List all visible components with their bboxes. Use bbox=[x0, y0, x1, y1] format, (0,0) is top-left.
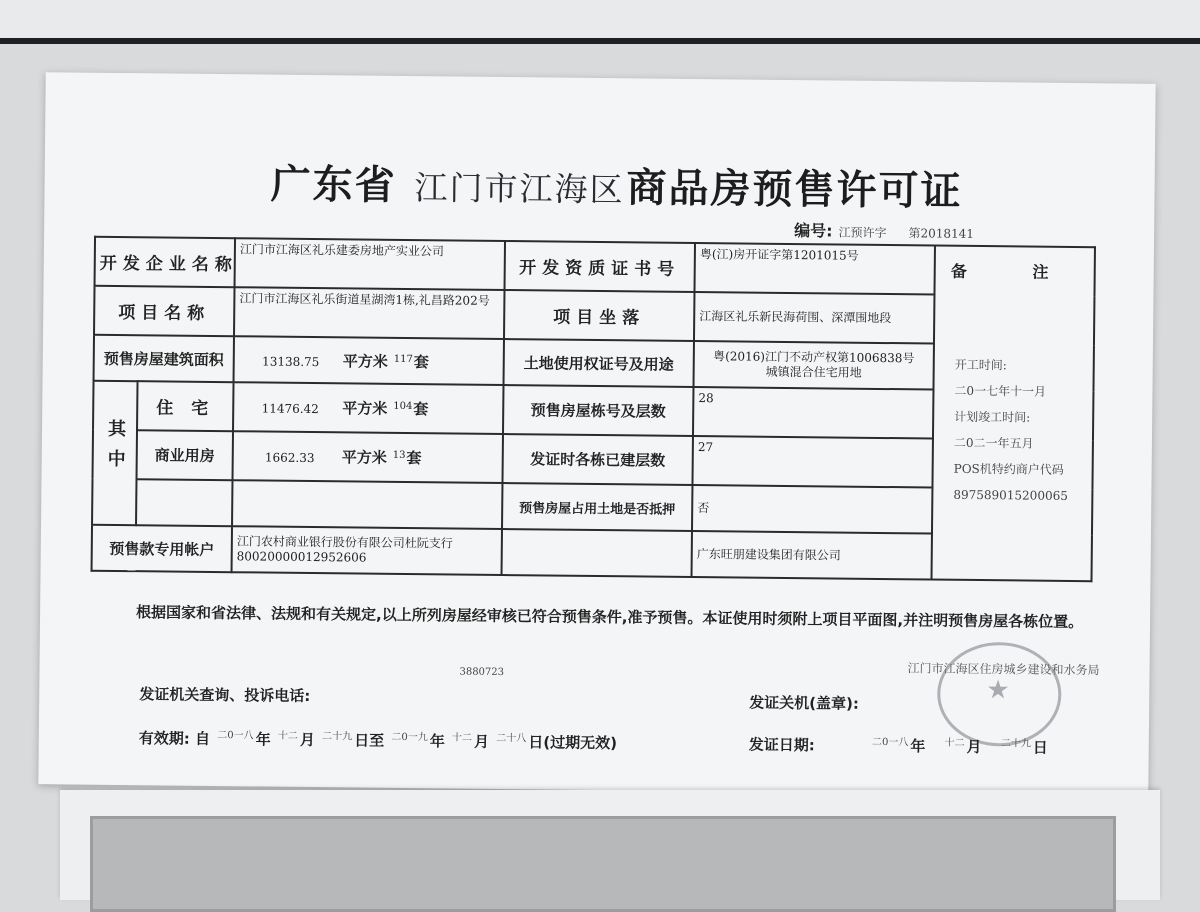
validity-to-day: 二十八 bbox=[496, 732, 527, 745]
validity-label: 有效期: bbox=[138, 729, 190, 748]
serial-value: 第2018141 bbox=[908, 226, 975, 241]
presale-permit-document bbox=[38, 72, 1155, 796]
commercial-area: 1662.33 bbox=[264, 450, 315, 466]
residential-area: 11476.42 bbox=[261, 401, 319, 417]
set-unit: 套 bbox=[413, 400, 429, 419]
phone-line bbox=[139, 666, 505, 706]
second-document-frame bbox=[90, 816, 1116, 912]
presale-area-label: 预售房屋建筑面积 bbox=[94, 335, 234, 382]
empty-cell bbox=[502, 529, 692, 577]
residential-cell bbox=[233, 382, 503, 434]
validity-line bbox=[139, 725, 617, 753]
serial-label: 编号: bbox=[794, 221, 833, 241]
land-value bbox=[693, 341, 933, 390]
area-unit: 平方米 bbox=[342, 351, 388, 371]
validity-to-year: 二0一九 bbox=[391, 731, 428, 744]
presale-area-cell bbox=[234, 336, 504, 385]
validity-from-month: 十二 bbox=[277, 730, 298, 742]
among-text: 其中 bbox=[104, 418, 127, 479]
issue-date-label: 发证日期: bbox=[748, 735, 815, 755]
contractor-value: 广东旺朋建设集团有限公司 bbox=[692, 531, 932, 580]
remarks-line: 开工时间: bbox=[954, 357, 1007, 373]
empty-cell bbox=[232, 480, 502, 529]
empty-cell bbox=[136, 479, 232, 526]
developer-value: 江门市江海区礼乐建委房地产实业公司 bbox=[235, 238, 505, 290]
land-cert-number: 粤(2016)江门不动产权第1006838号 bbox=[713, 349, 915, 366]
area-unit: 平方米 bbox=[342, 399, 388, 418]
residential-label: 住 宅 bbox=[137, 381, 234, 431]
set-unit: 套 bbox=[406, 449, 422, 468]
expire-note: (过期无效) bbox=[543, 733, 618, 753]
phone-label: 发证机关查询、投诉电话: bbox=[139, 685, 311, 706]
project-label: 项目名称 bbox=[94, 286, 235, 336]
area-unit: 平方米 bbox=[341, 448, 387, 467]
issuer-name: 江门市江海区住房城乡建设和水务局 bbox=[907, 661, 1100, 678]
permit-table bbox=[91, 236, 1096, 582]
month-char: 月 bbox=[966, 737, 982, 757]
mortgage-label: 预售房屋占用土地是否抵押 bbox=[502, 483, 692, 531]
year-char: 年 bbox=[429, 732, 445, 751]
issuer-label: 发证关机(盖章): bbox=[749, 693, 860, 713]
building-floors-label: 预售房屋栋号及层数 bbox=[503, 385, 694, 436]
qualification-label: 开发资质证书号 bbox=[505, 241, 696, 292]
remarks-line: POS机特约商户代码 bbox=[953, 461, 1064, 477]
issue-day: 二十九 bbox=[1000, 738, 1031, 750]
day-char: 日 bbox=[354, 731, 370, 750]
building-floors-value: 28 bbox=[693, 387, 934, 439]
month-char: 月 bbox=[473, 732, 490, 751]
issue-month: 十二 bbox=[944, 737, 965, 749]
remarks-lines bbox=[943, 352, 1083, 509]
account-label: 预售款专用帐户 bbox=[92, 525, 232, 572]
serial-prefix: 江预许字 bbox=[838, 225, 887, 241]
official-seal-icon bbox=[937, 642, 1062, 750]
day-char: 日 bbox=[528, 733, 544, 752]
residential-count: 104 bbox=[393, 400, 413, 413]
year-char: 年 bbox=[255, 730, 271, 749]
validity-to-month: 十二 bbox=[452, 732, 473, 744]
project-value: 江门市江海区礼乐街道星湖湾1栋,礼昌路202号 bbox=[234, 287, 504, 339]
title-city: 江门市江海区 bbox=[414, 168, 625, 210]
remarks-line: 二0一七年十一月 bbox=[954, 383, 1047, 399]
seal-star-icon: ★ bbox=[986, 675, 1010, 706]
validity-from-year: 二0一八 bbox=[217, 730, 254, 742]
second-document bbox=[60, 790, 1160, 900]
remarks-label: 备 注 bbox=[950, 261, 1079, 283]
presale-area-value: 13138.75 bbox=[262, 353, 320, 369]
remarks-cell bbox=[931, 246, 1094, 582]
title-main: 商品房预售许可证 bbox=[626, 165, 963, 215]
commercial-cell bbox=[232, 431, 502, 483]
remarks-line: 计划竣工时间: bbox=[954, 409, 1031, 425]
month-char: 月 bbox=[299, 730, 315, 750]
set-unit: 套 bbox=[413, 352, 429, 371]
commercial-label: 商业用房 bbox=[137, 430, 234, 480]
phone-value: 3880723 bbox=[459, 666, 505, 679]
window-frame bbox=[0, 0, 1200, 44]
validity-to-word: 至 bbox=[369, 731, 385, 750]
validity-from-day: 二十九 bbox=[322, 731, 353, 743]
approval-statement: 根据国家和省法律、法规和有关规定,以上所列房屋经审核已符合预售条件,准予预售。本证使用时须附上项目平面图,并注明预售房屋各栋位置。 bbox=[136, 603, 1084, 632]
commercial-count: 13 bbox=[392, 449, 406, 461]
location-value: 江海区礼乐新民海荷围、深潭围地段 bbox=[694, 292, 935, 344]
remarks-line: 二0二一年五月 bbox=[953, 435, 1034, 451]
mortgage-value: 否 bbox=[692, 485, 932, 534]
presale-area-count: 117 bbox=[393, 353, 413, 365]
among-label bbox=[92, 381, 138, 525]
location-label: 项目坐落 bbox=[504, 290, 695, 341]
serial-number bbox=[794, 218, 974, 243]
built-floors-value: 27 bbox=[692, 436, 933, 488]
land-use: 城镇混合住宅用地 bbox=[765, 364, 862, 380]
issue-year: 二0一八 bbox=[871, 736, 909, 749]
title-province: 广东省 bbox=[270, 161, 397, 209]
account-value: 江门农村商业银行股份有限公司杜阮支行 80020000012952606 bbox=[232, 526, 502, 575]
day-char: 日 bbox=[1032, 738, 1048, 757]
issue-date-line bbox=[749, 732, 1048, 758]
land-label: 土地使用权证号及用途 bbox=[504, 339, 694, 387]
developer-label: 开发企业名称 bbox=[95, 237, 236, 287]
year-char: 年 bbox=[910, 737, 926, 756]
built-floors-label: 发证时各栋已建层数 bbox=[502, 434, 693, 485]
qualification-value: 粤(江)房开证字第1201015号 bbox=[694, 243, 935, 295]
document-title bbox=[270, 153, 962, 217]
remarks-line: 897589015200065 bbox=[953, 487, 1068, 503]
validity-from-word: 自 bbox=[194, 729, 211, 748]
